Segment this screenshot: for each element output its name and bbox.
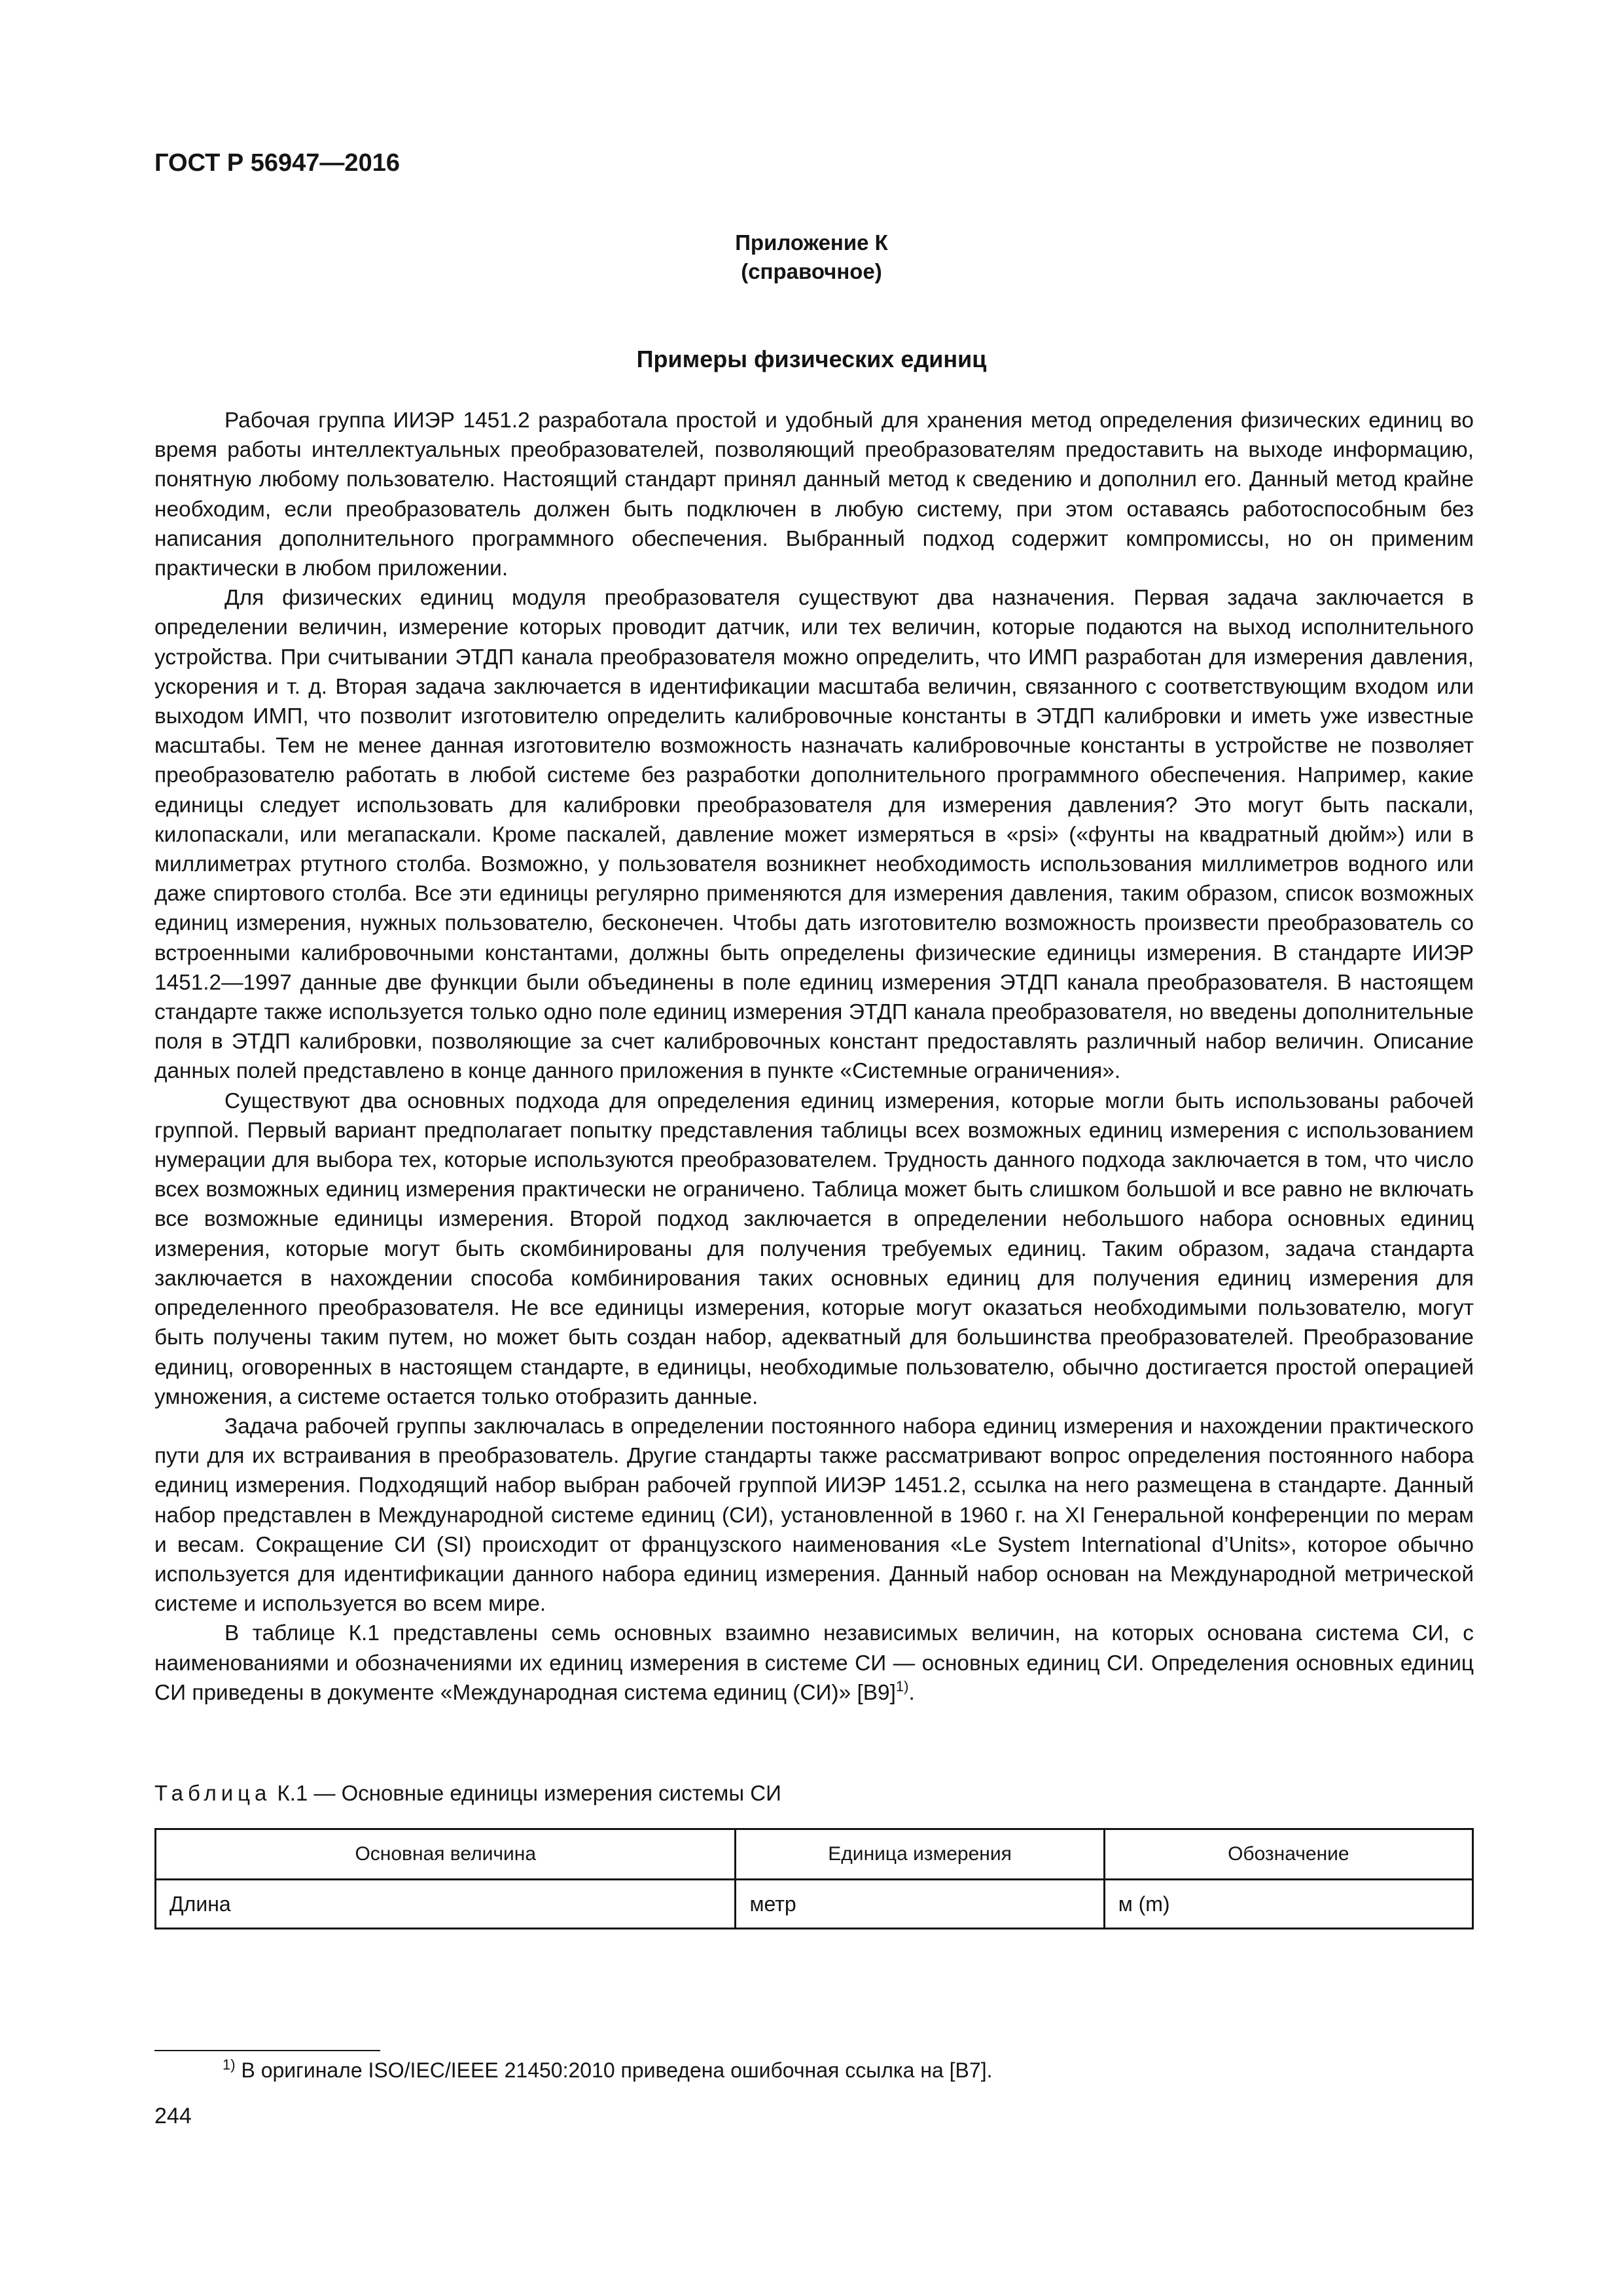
paragraph [154, 1619, 1474, 1708]
paragraph: Для физических единиц модуля преобразователя существуют два назначения. Первая задача заключается в определении величин, измерение которых проводит датчик, или тех величин, которые подаются на выход исполнительного устройства. При считывании ЭТДП канала преобразователя можно определить, что ИМП разработан для измерения давления, ускорения и т. д. Вторая задача заключается в идентификации масштаба величин, связанного с соответствующим входом или выходом ИМП, что позволит изготовителю определить калибровочные константы в ЭТДП калибровки и иметь уже известные масштабы. Тем не менее данная изготовителю возможность назначать калибровочные константы в устройстве не позволяет преобразователю работать в любой системе без разработки дополнительного программного обеспечения. Например, какие единицы следует использовать для калибровки преобразователя для измерения давления? Это могут быть паскали, килопаскали, или мегапаскали. Кроме паскалей, давление может измеряться в «psi» («фунты на квадратный дюйм») или в миллиметрах ртутного столба. Возможно, у пользователя возникнет необходимость использования миллиметров водного или даже спиртового столба. Все эти единицы регулярно применяются для измерения давления, таким образом, список возможных единиц измерения, нужных пользователю, бесконечен. Чтобы дать изготовителю возможность произвести преобразователь со встроенными калибровочными константами, должны быть определены физические единицы измерения. В стандарте ИИЭР 1451.2—1997 данные две функции были объединены в поле единиц измерения ЭТДП канала преобразователя. В настоящем стандарте также используется только одно поле единиц измерения ЭТДП канала преобразователя, но введены дополнительные поля в ЭТДП калибровки, позволяющие за счет калибровочных констант предоставлять различный набор величин. Описание данных полей представлено в конце данного приложения в пункте «Системные ограничения». [154, 586, 1474, 1084]
table-header-row [156, 1829, 1473, 1880]
table-cell: м (m) [1104, 1880, 1472, 1929]
table-row [156, 1880, 1473, 1929]
table-header-cell: Единица измерения [736, 1829, 1104, 1880]
table-cell: Длина [156, 1880, 736, 1929]
paragraph-end: . [908, 1680, 915, 1705]
footnote-reference[interactable]: 1) [895, 1677, 909, 1695]
standard-header: ГОСТ Р 56947—2016 [154, 149, 400, 177]
section-title: Примеры физических единиц [636, 346, 987, 372]
footnote-text: В оригинале ISO/IEC/IEEE 21450:2010 приведена ошибочная ссылка на [B7]. [235, 2058, 993, 2082]
table-caption-text: К.1 — Основные единицы измерения системы СИ [271, 1781, 781, 1805]
si-units-table [154, 1828, 1474, 1929]
table-caption-word: Таблица [154, 1781, 272, 1805]
paragraph: Существуют два основных подхода для определения единиц измерения, которые могли быть использованы рабочей группой. Первый вариант предполагает попытку представления таблицы всех возможных единиц измерения с использованием нумерации для выбора тех, которые используются преобразователем. Трудность данного подхода заключается в том, что число всех возможных единиц измерения практически не ограничено. Таблица может быть слишком большой и все равно не включать все возможные единицы измерения. Второй подход заключается в определении небольшого набора основных единиц измерения, которые могут быть скомбинированы для получения требуемых единиц. Таким образом, задача стандарта заключается в нахождении способа комбинирования таких основных единиц для получения единиц измерения для определенного преобразователя. Не все единицы измерения, которые могут оказаться необходимыми пользователю, могут быть получены таким путем, но может быть создан набор, адекватный для большинства преобразователей. Преобразование единиц, оговоренных в настоящем стандарте, в единицы, необходимые пользователю, обычно достигается простой операцией умножения, а системе остается только отобразить данные. [154, 1088, 1474, 1409]
annex-label: Приложение К [735, 230, 888, 255]
paragraph-text: В таблице К.1 представлены семь основных взаимно независимых величин, на которых основана система СИ, с наименованиями и обозначениями их единиц измерения в системе СИ — основных единиц СИ. Определения основных единиц СИ приведены в документе «Международная система единиц (СИ)» [B9] [154, 1621, 1474, 1705]
footnote [223, 2058, 992, 2083]
annex-type: (справочное) [741, 259, 882, 283]
table-header-cell: Обозначение [1104, 1829, 1472, 1880]
footnote-divider [154, 2050, 380, 2051]
table-caption [154, 1781, 781, 1806]
table-cell: метр [736, 1880, 1104, 1929]
paragraph: Задача рабочей группы заключалась в определении постоянного набора единиц измерения и нахождении практического пути для их встраивания в преобразователь. Другие стандарты также рассматривают вопрос определения постоянного набора единиц измерения. Подходящий набор выбран рабочей группой ИИЭР 1451.2, ссылка на него размещена в стандарте. Данный набор представлен в Международной системе единиц (СИ), установленной в 1960 г. на XI Генеральной конференции по мерам и весам. Сокращение СИ (SI) происходит от французского наименования «Le System International d’Units», которое обычно используется для идентификации данного набора единиц измерения. Данный набор основан на Международной метрической системе и используется во всем мире. [154, 1414, 1474, 1617]
paragraph: Рабочая группа ИИЭР 1451.2 разработала простой и удобный для хранения метод определения физических единиц во время работы интеллектуальных преобразователей, позволяющий преобразователям предоставить на выходе информацию, понятную любому пользователю. Настоящий стандарт принял данный метод к сведению и дополнил его. Данный метод крайне необходим, если преобразователь должен быть подключен в любую систему, при этом оставаясь работоспособным без написания дополнительного программного обеспечения. Выбранный подход содержит компромиссы, но он применим практически в любом приложении. [154, 408, 1474, 581]
body-text [154, 406, 1474, 1708]
page-number: 244 [154, 2104, 192, 2128]
footnote-mark: 1) [223, 2056, 236, 2073]
table-header-cell: Основная величина [156, 1829, 736, 1880]
